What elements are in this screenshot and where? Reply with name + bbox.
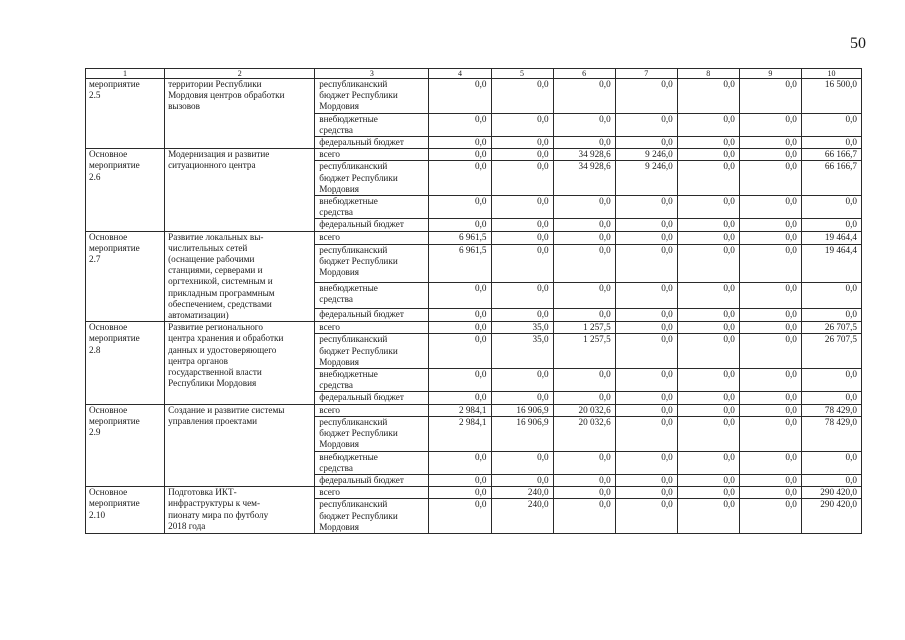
table-row [86, 487, 862, 499]
amount-cell: 0,0 [429, 137, 491, 149]
amount-cell: 0,0 [615, 231, 677, 244]
amount-cell: 0,0 [739, 369, 801, 392]
funding-source: внебюджетные средства [315, 451, 429, 474]
amount-cell: 0,0 [491, 369, 553, 392]
funding-source: республиканский бюджет Республики Мордовия [315, 79, 429, 114]
funding-source: всего [315, 149, 429, 161]
amount-cell: 0,0 [553, 231, 615, 244]
amount-cell: 0,0 [553, 219, 615, 231]
amount-cell: 0,0 [739, 404, 801, 416]
amount-cell: 0,0 [615, 322, 677, 334]
amount-cell: 66 166,7 [801, 161, 861, 196]
amount-cell: 0,0 [677, 283, 739, 309]
amount-cell: 0,0 [677, 392, 739, 404]
activity-description: Развитие регионального центра хранения и обработки данных и удостоверяющего центра органов государственной власти Республики Мордовия [165, 322, 315, 404]
amount-cell: 0,0 [801, 283, 861, 309]
amount-cell: 0,0 [553, 474, 615, 486]
amount-cell: 0,0 [553, 451, 615, 474]
amount-cell: 0,0 [491, 392, 553, 404]
amount-cell: 0,0 [615, 451, 677, 474]
column-number: 5 [491, 69, 553, 79]
amount-cell: 0,0 [429, 113, 491, 136]
amount-cell: 6 961,5 [429, 245, 491, 283]
table-row [86, 79, 862, 114]
amount-cell: 0,0 [615, 392, 677, 404]
amount-cell: 0,0 [677, 416, 739, 451]
activity-description: Модернизация и развитие ситуационного центра [165, 149, 315, 231]
amount-cell: 0,0 [739, 149, 801, 161]
funding-source: внебюджетные средства [315, 196, 429, 219]
activity-label: Основное мероприятие 2.9 [86, 404, 165, 486]
amount-cell: 0,0 [429, 283, 491, 309]
amount-cell: 16 500,0 [801, 79, 861, 114]
amount-cell: 0,0 [429, 474, 491, 486]
amount-cell: 0,0 [677, 322, 739, 334]
amount-cell: 0,0 [615, 79, 677, 114]
amount-cell: 0,0 [677, 308, 739, 321]
amount-cell: 0,0 [739, 334, 801, 369]
amount-cell: 26 707,5 [801, 334, 861, 369]
amount-cell: 0,0 [739, 308, 801, 321]
amount-cell: 0,0 [801, 308, 861, 321]
amount-cell: 0,0 [801, 137, 861, 149]
amount-cell: 0,0 [739, 219, 801, 231]
amount-cell: 0,0 [739, 416, 801, 451]
amount-cell: 0,0 [677, 137, 739, 149]
amount-cell: 0,0 [553, 487, 615, 499]
amount-cell: 0,0 [553, 392, 615, 404]
funding-source: всего [315, 322, 429, 334]
amount-cell: 26 707,5 [801, 322, 861, 334]
funding-source: всего [315, 487, 429, 499]
column-number: 7 [615, 69, 677, 79]
activity-label: Основное мероприятие 2.7 [86, 231, 165, 322]
amount-cell: 290 420,0 [801, 487, 861, 499]
amount-cell: 0,0 [677, 196, 739, 219]
amount-cell: 0,0 [801, 369, 861, 392]
amount-cell: 0,0 [677, 149, 739, 161]
amount-cell: 0,0 [491, 474, 553, 486]
amount-cell: 66 166,7 [801, 149, 861, 161]
column-number: 1 [86, 69, 165, 79]
amount-cell: 19 464,4 [801, 245, 861, 283]
activity-description: Подготовка ИКТ- инфраструктуры к чем- пионату мира по футболу 2018 года [165, 487, 315, 534]
amount-cell: 34 928,6 [553, 149, 615, 161]
funding-source: внебюджетные средства [315, 369, 429, 392]
amount-cell: 0,0 [615, 283, 677, 309]
amount-cell: 0,0 [429, 219, 491, 231]
table-row [86, 322, 862, 334]
amount-cell: 34 928,6 [553, 161, 615, 196]
amount-cell: 0,0 [801, 113, 861, 136]
amount-cell: 0,0 [615, 334, 677, 369]
amount-cell: 0,0 [491, 231, 553, 244]
amount-cell: 0,0 [491, 451, 553, 474]
amount-cell: 0,0 [615, 308, 677, 321]
amount-cell: 20 032,6 [553, 416, 615, 451]
amount-cell: 0,0 [429, 196, 491, 219]
amount-cell: 19 464,4 [801, 231, 861, 244]
amount-cell: 0,0 [491, 161, 553, 196]
amount-cell: 0,0 [739, 487, 801, 499]
amount-cell: 0,0 [677, 404, 739, 416]
amount-cell: 16 906,9 [491, 404, 553, 416]
amount-cell: 1 257,5 [553, 334, 615, 369]
funding-source: внебюджетные средства [315, 113, 429, 136]
amount-cell: 0,0 [615, 487, 677, 499]
funding-source: республиканский бюджет Республики Мордовия [315, 416, 429, 451]
funding-source: всего [315, 231, 429, 244]
column-number: 8 [677, 69, 739, 79]
amount-cell: 0,0 [553, 308, 615, 321]
amount-cell: 0,0 [429, 149, 491, 161]
amount-cell: 0,0 [491, 283, 553, 309]
amount-cell: 0,0 [677, 79, 739, 114]
budget-table [85, 68, 862, 534]
amount-cell: 35,0 [491, 334, 553, 369]
amount-cell: 2 984,1 [429, 416, 491, 451]
amount-cell: 0,0 [739, 113, 801, 136]
amount-cell: 78 429,0 [801, 404, 861, 416]
amount-cell: 0,0 [491, 137, 553, 149]
table-row [86, 231, 862, 244]
amount-cell: 0,0 [491, 245, 553, 283]
amount-cell: 0,0 [553, 499, 615, 534]
amount-cell: 35,0 [491, 322, 553, 334]
amount-cell: 0,0 [677, 369, 739, 392]
amount-cell: 0,0 [491, 219, 553, 231]
page-number: 50 [850, 35, 866, 52]
amount-cell: 0,0 [677, 474, 739, 486]
amount-cell: 9 246,0 [615, 149, 677, 161]
amount-cell: 0,0 [739, 283, 801, 309]
amount-cell: 0,0 [677, 499, 739, 534]
funding-source: федеральный бюджет [315, 219, 429, 231]
column-number: 4 [429, 69, 491, 79]
amount-cell: 240,0 [491, 499, 553, 534]
column-number: 6 [553, 69, 615, 79]
amount-cell: 0,0 [553, 196, 615, 219]
amount-cell: 0,0 [429, 487, 491, 499]
amount-cell: 0,0 [615, 219, 677, 231]
funding-source: федеральный бюджет [315, 137, 429, 149]
amount-cell: 0,0 [615, 369, 677, 392]
amount-cell: 16 906,9 [491, 416, 553, 451]
amount-cell: 0,0 [677, 161, 739, 196]
funding-source: республиканский бюджет Республики Мордовия [315, 334, 429, 369]
activity-description: территории Республики Мордовия центров обработки вызовов [165, 79, 315, 149]
amount-cell: 0,0 [615, 499, 677, 534]
table-row [86, 404, 862, 416]
amount-cell: 0,0 [429, 499, 491, 534]
amount-cell: 20 032,6 [553, 404, 615, 416]
amount-cell: 0,0 [739, 392, 801, 404]
activity-description: Развитие локальных вы- числительных сетей (оснащение рабочими станциями, серверами и оргтехникой, системным и прикладным программным обеспечением, средствами автоматизации) [165, 231, 315, 322]
amount-cell: 1 257,5 [553, 322, 615, 334]
amount-cell: 0,0 [615, 404, 677, 416]
amount-cell: 290 420,0 [801, 499, 861, 534]
amount-cell: 0,0 [739, 499, 801, 534]
amount-cell: 0,0 [429, 308, 491, 321]
funding-source: республиканский бюджет Республики Мордовия [315, 161, 429, 196]
amount-cell: 0,0 [553, 245, 615, 283]
amount-cell: 0,0 [553, 283, 615, 309]
activity-description: Создание и развитие системы управления проектами [165, 404, 315, 486]
amount-cell: 0,0 [801, 196, 861, 219]
amount-cell: 0,0 [739, 322, 801, 334]
column-number: 9 [739, 69, 801, 79]
funding-source: федеральный бюджет [315, 474, 429, 486]
amount-cell: 0,0 [429, 392, 491, 404]
table-row [86, 149, 862, 161]
amount-cell: 0,0 [553, 369, 615, 392]
funding-source: республиканский бюджет Республики Мордовия [315, 499, 429, 534]
amount-cell: 0,0 [677, 451, 739, 474]
amount-cell: 0,0 [739, 231, 801, 244]
amount-cell: 0,0 [739, 474, 801, 486]
amount-cell: 0,0 [739, 79, 801, 114]
amount-cell: 0,0 [429, 334, 491, 369]
column-number: 2 [165, 69, 315, 79]
amount-cell: 0,0 [429, 322, 491, 334]
amount-cell: 6 961,5 [429, 231, 491, 244]
activity-label: Основное мероприятие 2.8 [86, 322, 165, 404]
amount-cell: 0,0 [615, 474, 677, 486]
amount-cell: 78 429,0 [801, 416, 861, 451]
amount-cell: 0,0 [739, 451, 801, 474]
column-number-row [86, 69, 862, 79]
column-number: 3 [315, 69, 429, 79]
amount-cell: 0,0 [429, 451, 491, 474]
amount-cell: 0,0 [615, 245, 677, 283]
amount-cell: 0,0 [553, 113, 615, 136]
activity-label: Основное мероприятие 2.6 [86, 149, 165, 231]
amount-cell: 0,0 [801, 474, 861, 486]
amount-cell: 0,0 [677, 334, 739, 369]
amount-cell: 9 246,0 [615, 161, 677, 196]
amount-cell: 0,0 [553, 137, 615, 149]
amount-cell: 0,0 [491, 113, 553, 136]
amount-cell: 0,0 [677, 113, 739, 136]
funding-source: внебюджетные средства [315, 283, 429, 309]
amount-cell: 0,0 [491, 308, 553, 321]
amount-cell: 0,0 [491, 149, 553, 161]
amount-cell: 0,0 [429, 369, 491, 392]
funding-source: федеральный бюджет [315, 392, 429, 404]
amount-cell: 0,0 [429, 79, 491, 114]
amount-cell: 0,0 [739, 137, 801, 149]
amount-cell: 2 984,1 [429, 404, 491, 416]
funding-source: федеральный бюджет [315, 308, 429, 321]
amount-cell: 0,0 [739, 161, 801, 196]
column-number: 10 [801, 69, 861, 79]
amount-cell: 0,0 [615, 416, 677, 451]
amount-cell: 0,0 [677, 219, 739, 231]
amount-cell: 0,0 [491, 196, 553, 219]
funding-source: всего [315, 404, 429, 416]
activity-label: мероприятие 2.5 [86, 79, 165, 149]
amount-cell: 0,0 [801, 392, 861, 404]
activity-label: Основное мероприятие 2.10 [86, 487, 165, 534]
amount-cell: 0,0 [615, 113, 677, 136]
amount-cell: 0,0 [677, 487, 739, 499]
amount-cell: 0,0 [615, 137, 677, 149]
amount-cell: 0,0 [429, 161, 491, 196]
amount-cell: 0,0 [801, 451, 861, 474]
funding-source: республиканский бюджет Республики Мордовия [315, 245, 429, 283]
amount-cell: 0,0 [739, 196, 801, 219]
amount-cell: 0,0 [677, 231, 739, 244]
amount-cell: 0,0 [677, 245, 739, 283]
amount-cell: 0,0 [739, 245, 801, 283]
amount-cell: 240,0 [491, 487, 553, 499]
amount-cell: 0,0 [801, 219, 861, 231]
amount-cell: 0,0 [615, 196, 677, 219]
amount-cell: 0,0 [491, 79, 553, 114]
amount-cell: 0,0 [553, 79, 615, 114]
